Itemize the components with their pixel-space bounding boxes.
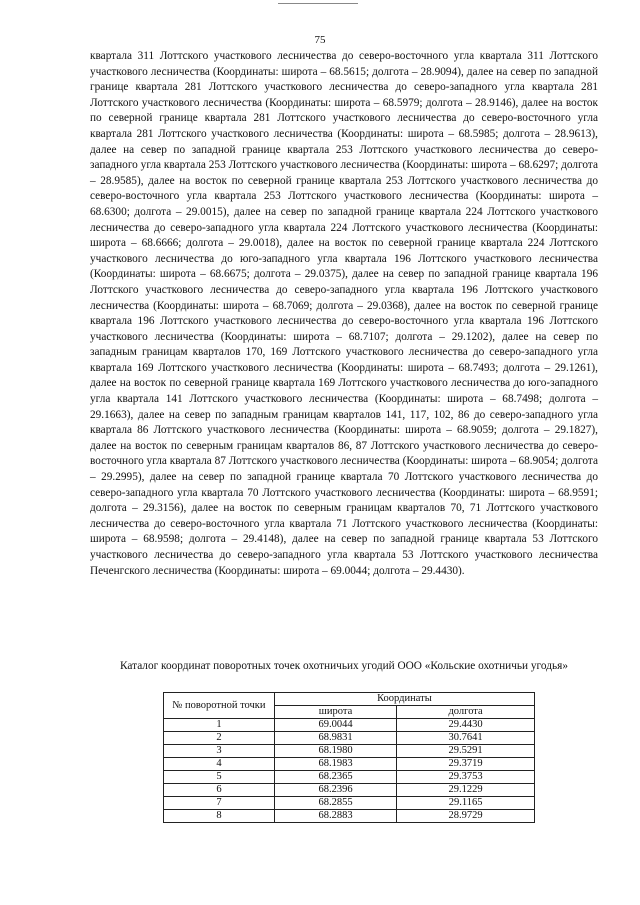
latitude-cell: 68.1983 [274, 758, 396, 771]
longitude-cell: 29.3753 [397, 771, 535, 784]
table-row [164, 784, 535, 797]
body-paragraph: квартала 311 Лоттского участкового лесничества до северо-восточного угла квартала 311 Лоттского участкового лесничества (Координаты: широта – 68.5615; долгота – 28.9094), далее на север по западной границе квартала 281 Лоттского участкового лесничества до северо-западного угла квартала 281 Лоттского участкового лесничества (Координаты: широта – 68.5979; долгота – 28.9146), далее на восток по северной границе квартала 281 Лоттского участкового лесничества до северо-восточного угла квартала 281 Лоттского участкового лесничества (Координаты: широта – 68.5985; долгота – 28.9613), далее на север по западной границе квартала 253 Лоттского участкового лесничества до северо-западного угла квартала 253 Лоттского участкового лесничества (Координаты: широта – 68.6297; долгота – 28.9585), далее на восток по северной границе квартала 253 Лоттского участкового лесничества до северо-восточного угла квартала 253 Лоттского участкового лесничества (Координаты: широта – 68.6300; долгота – 29.0015), далее на север по западной границе квартала 224 Лоттского участкового лесничества до северо-западного угла квартала 224 Лоттского участкового лесничества (Координаты: широта – 68.6666; долгота – 29.0018), далее на восток по северной границе квартала 224 Лоттского участкового лесничества до юго-западного угла квартала 196 Лоттского участкового лесничества (Координаты: широта – 68.6675; долгота – 29.0375), далее на север по западной границе квартала 196 Лоттского участкового лесничества до северо-западного угла квартала 196 Лоттского участкового лесничества (Координаты: широта – 68.7069; долгота – 29.0368), далее на восток по северной границе квартала 196 Лоттского участкового лесничества до северо-восточного угла квартала 196 Лоттского участкового лесничества (Координаты: широта – 68.7107; долгота – 29.1202), далее на север по западным границам кварталов 170, 169 Лоттского участкового лесничества до северо-западного угла квартала 169 Лоттского участкового лесничества (Координаты: широта – 68.7493; долгота – 29.1261), далее на восток по северной границе квартала 169 Лоттского участкового лесничества до юго-западного угла квартала 141 Лоттского участкового лесничества (Координаты: широта – 68.7498; долгота – 29.1663), далее на север по западным границам кварталов 141, 117, 102, 86 до северо-западного угла квартала 86 Лоттского участкового лесничества (Координаты: широта – 68.9059; долгота – 29.1827), далее на восток по северным границам кварталов 86, 87 Лоттского участкового лесничества до северо-восточного угла квартала 87 Лоттского участкового лесничества (Координаты: широта – 68.9054; долгота – 29.2995), далее на север по западной границе квартала 70 Лоттского участкового лесничества до северо-западного угла квартала 70 Лоттского участкового лесничества (Координаты: широта – 68.9591; долгота – 29.3156), далее на восток по северным границам кварталов 70, 71 Лоттского участкового лесничества до северо-восточного угла квартала 71 Лоттского участкового лесничества (Координаты: широта – 68.9598; долгота – 29.4148), далее на север по западной границе квартала 53 Лоттского участкового лесничества до северо-западного угла квартала 53 Лоттского участкового лесничества Печенгского лесничества (Координаты: широта – 69.0044; долгота – 29.4430). [90, 50, 598, 577]
top-rule [278, 3, 358, 4]
point-number: 6 [164, 784, 275, 797]
table-row [164, 797, 535, 810]
header-coordinates: Координаты [274, 693, 534, 706]
longitude-cell: 29.3719 [397, 758, 535, 771]
point-number: 3 [164, 745, 275, 758]
table-row [164, 771, 535, 784]
longitude-cell: 29.1165 [397, 797, 535, 810]
table-header-row [164, 693, 535, 706]
point-number: 8 [164, 810, 275, 823]
latitude-cell: 69.0044 [274, 719, 396, 732]
point-number: 2 [164, 732, 275, 745]
longitude-cell: 29.1229 [397, 784, 535, 797]
header-point-number: № поворотной точки [164, 693, 275, 719]
point-number: 1 [164, 719, 275, 732]
table-row [164, 719, 535, 732]
header-longitude: долгота [397, 706, 535, 719]
table-row [164, 732, 535, 745]
latitude-cell: 68.1980 [274, 745, 396, 758]
coordinates-table [163, 692, 535, 823]
latitude-cell: 68.2396 [274, 784, 396, 797]
latitude-cell: 68.9831 [274, 732, 396, 745]
latitude-cell: 68.2365 [274, 771, 396, 784]
latitude-cell: 68.2883 [274, 810, 396, 823]
point-number: 7 [164, 797, 275, 810]
longitude-cell: 29.4430 [397, 719, 535, 732]
longitude-cell: 28.9729 [397, 810, 535, 823]
table-row [164, 745, 535, 758]
header-latitude: широта [274, 706, 396, 719]
catalog-title: Каталог координат поворотных точек охотничьих угодий ООО «Кольские охотничьи угодья» [120, 660, 568, 672]
point-number: 4 [164, 758, 275, 771]
table-row [164, 810, 535, 823]
longitude-cell: 30.7641 [397, 732, 535, 745]
point-number: 5 [164, 771, 275, 784]
page-number: 75 [314, 34, 326, 46]
longitude-cell: 29.5291 [397, 745, 535, 758]
table-row [164, 758, 535, 771]
latitude-cell: 68.2855 [274, 797, 396, 810]
